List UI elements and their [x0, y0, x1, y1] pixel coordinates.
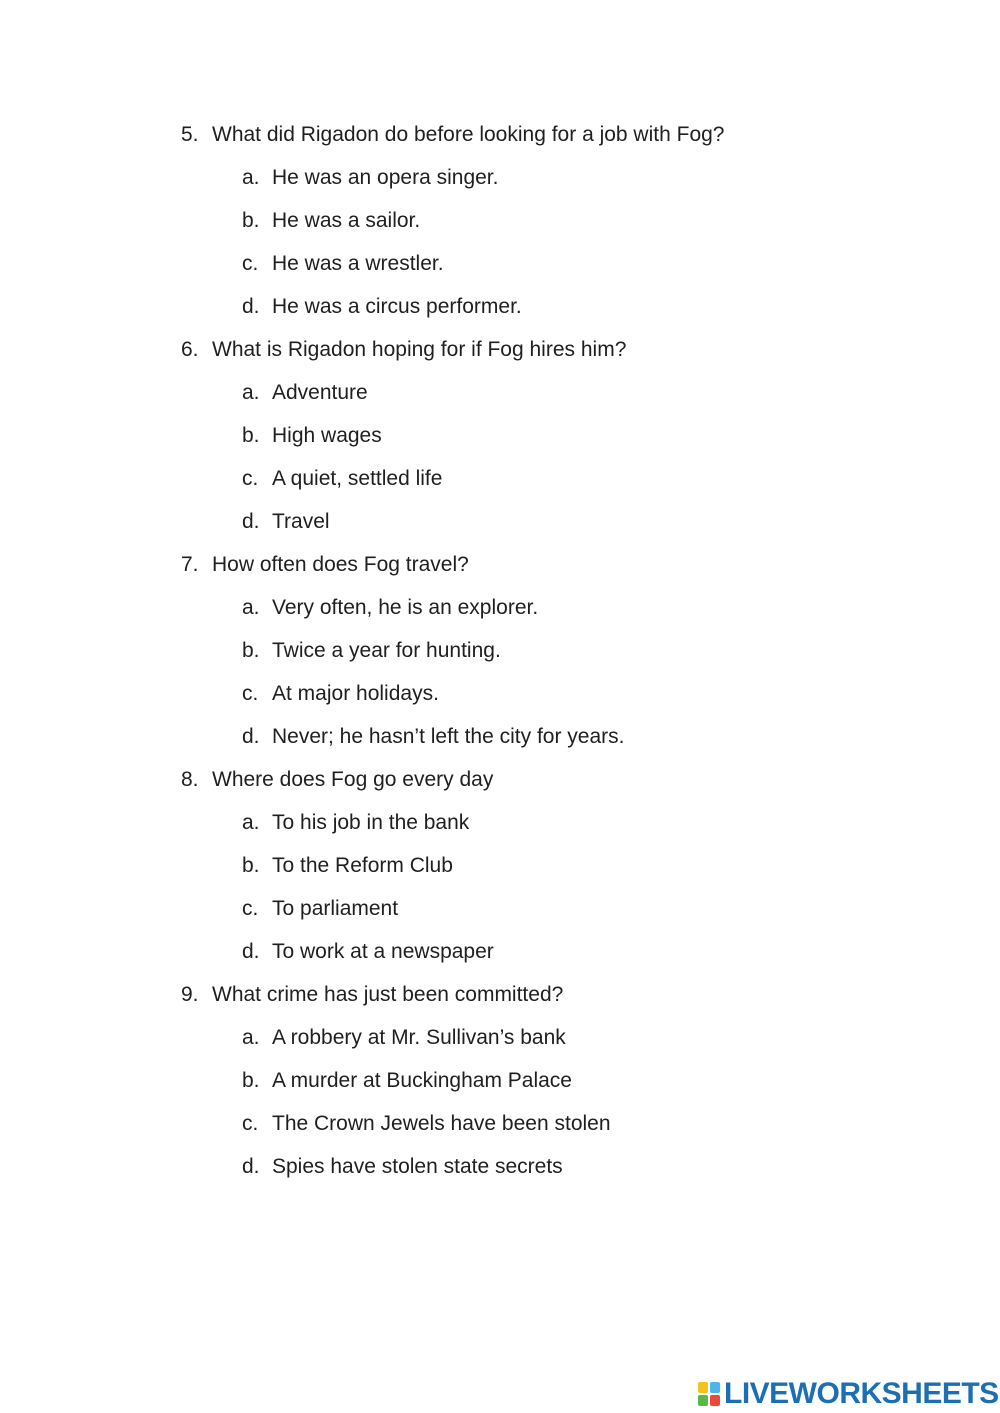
question-6: [181, 336, 626, 364]
logo-text: LIVEWORKSHEETS: [724, 1377, 999, 1410]
option-7b[interactable]: [242, 637, 501, 665]
option-6c[interactable]: [242, 465, 442, 493]
option-text: Never; he hasn’t left the city for years.: [272, 725, 625, 748]
option-letter: b.: [242, 209, 260, 232]
question-number: 5.: [181, 123, 199, 146]
option-text: To parliament: [272, 897, 399, 920]
liveworksheets-logo[interactable]: [698, 1376, 999, 1412]
option-text: He was a sailor.: [272, 209, 421, 232]
option-letter: d.: [242, 725, 260, 748]
option-letter: c.: [242, 252, 259, 275]
option-letter: c.: [242, 897, 259, 920]
option-6b[interactable]: [242, 422, 382, 450]
option-7c[interactable]: [242, 680, 439, 708]
option-text: At major holidays.: [272, 682, 439, 705]
option-5a[interactable]: [242, 164, 498, 192]
option-text: A robbery at Mr. Sullivan’s bank: [272, 1026, 566, 1049]
question-text: What is Rigadon hoping for if Fog hires him?: [212, 338, 627, 361]
option-9a[interactable]: [242, 1024, 566, 1052]
option-text: To the Reform Club: [272, 854, 453, 877]
option-letter: d.: [242, 940, 260, 963]
option-7d[interactable]: [242, 723, 625, 751]
question-7: [181, 551, 469, 579]
option-text: He was a wrestler.: [272, 252, 444, 275]
option-text: High wages: [272, 424, 382, 447]
option-letter: b.: [242, 424, 260, 447]
option-letter: c.: [242, 467, 259, 490]
option-letter: b.: [242, 639, 260, 662]
option-5b[interactable]: [242, 207, 420, 235]
option-letter: b.: [242, 1069, 260, 1092]
option-letter: d.: [242, 1155, 260, 1178]
question-number: 9.: [181, 983, 199, 1006]
option-6a[interactable]: [242, 379, 368, 407]
option-text: Spies have stolen state secrets: [272, 1155, 563, 1178]
option-text: Very often, he is an explorer.: [272, 596, 539, 619]
option-8b[interactable]: [242, 852, 453, 880]
liveworksheets-logo-icon: [698, 1382, 720, 1406]
question-number: 7.: [181, 553, 199, 576]
option-6d[interactable]: [242, 508, 330, 536]
question-text: How often does Fog travel?: [212, 553, 469, 576]
question-number: 6.: [181, 338, 199, 361]
option-letter: a.: [242, 596, 260, 619]
option-text: A murder at Buckingham Palace: [272, 1069, 572, 1092]
question-number: 8.: [181, 768, 199, 791]
option-letter: d.: [242, 510, 260, 533]
question-9: [181, 981, 563, 1009]
question-5: [181, 121, 724, 149]
question-text: What did Rigadon do before looking for a job with Fog?: [212, 123, 725, 146]
option-letter: c.: [242, 682, 259, 705]
question-text: What crime has just been committed?: [212, 983, 564, 1006]
option-8c[interactable]: [242, 895, 398, 923]
option-text: To his job in the bank: [272, 811, 470, 834]
option-letter: a.: [242, 381, 260, 404]
option-5c[interactable]: [242, 250, 444, 278]
option-text: The Crown Jewels have been stolen: [272, 1112, 611, 1135]
option-text: He was a circus performer.: [272, 295, 522, 318]
option-letter: d.: [242, 295, 260, 318]
option-5d[interactable]: [242, 293, 522, 321]
option-9b[interactable]: [242, 1067, 572, 1095]
option-letter: a.: [242, 166, 260, 189]
question-text: Where does Fog go every day: [212, 768, 494, 791]
option-text: Adventure: [272, 381, 368, 404]
option-9c[interactable]: [242, 1110, 611, 1138]
option-letter: b.: [242, 854, 260, 877]
option-8a[interactable]: [242, 809, 469, 837]
option-letter: a.: [242, 1026, 260, 1049]
option-letter: a.: [242, 811, 260, 834]
option-7a[interactable]: [242, 594, 538, 622]
option-text: Twice a year for hunting.: [272, 639, 501, 662]
option-9d[interactable]: [242, 1153, 563, 1181]
option-text: He was an opera singer.: [272, 166, 499, 189]
option-text: A quiet, settled life: [272, 467, 443, 490]
option-text: To work at a newspaper: [272, 940, 494, 963]
option-text: Travel: [272, 510, 330, 533]
option-8d[interactable]: [242, 938, 494, 966]
option-letter: c.: [242, 1112, 259, 1135]
question-8: [181, 766, 493, 794]
